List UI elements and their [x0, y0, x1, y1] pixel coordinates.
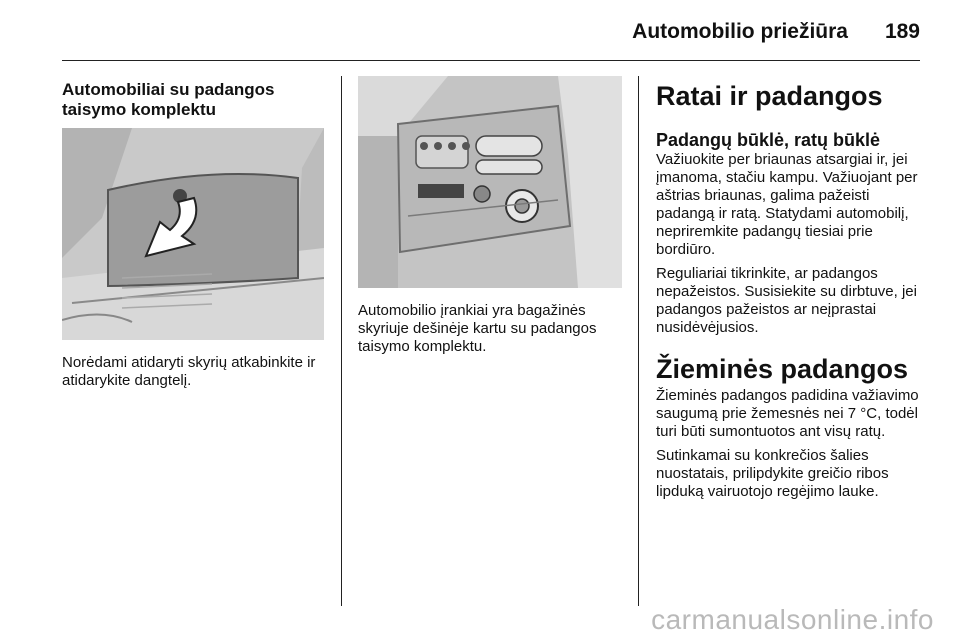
tool-compartment-illustration [358, 76, 622, 288]
page-number: 189 [884, 20, 920, 43]
left-column [62, 80, 324, 390]
tire-condition-text-1: Važiuokite per briaunas atsargiai ir, jei įmanoma, stačiu kampu. Važiuojant per aštrias briaunas, galima pažeisti padangą ir ratą. Statydami automobilį, nepriremkite padangų tiesiai prie bordiūro. [656, 151, 918, 258]
left-caption: Norėdami atidaryti skyrių atkabinkite ir atidarykite dangtelį. [62, 354, 316, 389]
tool-compartment-drawing [358, 76, 622, 288]
middle-caption: Automobilio įrankiai yra bagažinės skyriuje dešinėje kartu su padangos taisymo komplektu. [358, 302, 597, 355]
right-column [656, 80, 920, 501]
header-title: Automobilio priežiūra [632, 20, 848, 43]
page-header [0, 0, 960, 60]
column-divider-1 [341, 76, 342, 606]
header-divider [62, 60, 920, 61]
trunk-panel-illustration [62, 128, 324, 340]
winter-tires-text-1: Žieminės padangos padidina važiavimo saugumą prie žemesnės nei 7 °C, todėl turi būti sumontuotos ant visų ratų. [656, 387, 919, 440]
tire-condition-heading: Padangų būklė, ratų būklė [656, 130, 881, 150]
tire-condition-text-2: Reguliariai tikrinkite, ar padangos nepažeistos. Susisiekite su dirbtuve, jei padangos pažeistos ar neįprastai nusidėvėjusios. [656, 265, 917, 336]
trunk-panel-drawing [62, 128, 324, 340]
tire-kit-heading: Automobiliai su padangos taisymo komplektu [62, 80, 275, 119]
watermark: carmanualsonline.info [651, 604, 934, 635]
section-title: Ratai ir padangos [656, 81, 883, 111]
middle-column [358, 80, 622, 356]
column-divider-2 [638, 76, 639, 606]
winter-tires-title: Žieminės padangos [656, 354, 909, 384]
winter-tires-text-2: Sutinkamai su konkrečios šalies nuostatais, prilipdykite greičio ribos lipduką vairuotojo regėjimo lauke. [656, 447, 889, 500]
